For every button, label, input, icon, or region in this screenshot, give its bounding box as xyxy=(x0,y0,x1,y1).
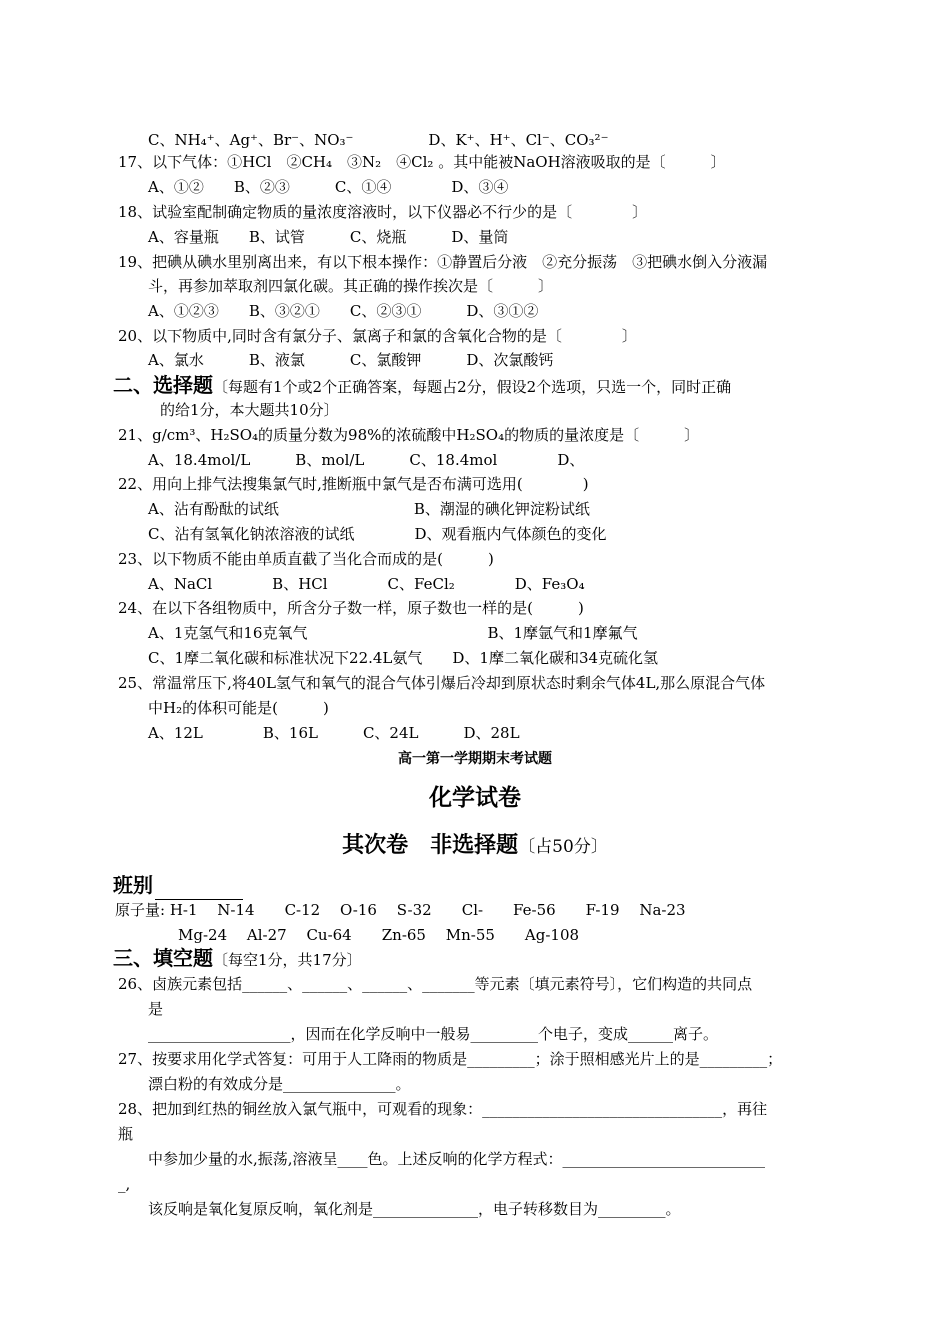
section2-title: 二、选择题 xyxy=(113,373,213,397)
q26-stem: 26、卤族元素包括______、______、______、_______等元素〔填元素符号〕，它们构造的共同点 xyxy=(118,975,753,993)
q24-options-cd: C、1摩二氧化碳和标准状况下22.4L氨气 D、1摩二氧化碳和34克硫化氢 xyxy=(148,649,659,667)
atomic-mass-line1: 原子量: H-1 N-14 C-12 O-16 S-32 Cl- Fe-56 F-19 Na-23 xyxy=(115,901,686,919)
q20-options: A、氯水 B、液氯 C、氯酸钾 D、次氯酸钙 xyxy=(148,351,554,369)
q24-stem: 24、在以下各组物质中，所含分子数一样，原子数也一样的是( ) xyxy=(118,599,584,617)
q19-options: A、①②③ B、③②① C、②③① D、③①② xyxy=(148,302,539,320)
class-field xyxy=(113,872,243,900)
q28-stem: 28、把加到红热的铜丝放入氯气瓶中，可观看的现象：________________________________，再往 xyxy=(118,1100,768,1118)
q21-stem: 21、g/cm³、H₂SO₄的质量分数为98%的浓硫酸中H₂SO₄的物质的量浓度是〔 〕 xyxy=(118,426,700,444)
q16-options-cd: C、NH₄⁺、Ag⁺、Br⁻、NO₃⁻ D、K⁺、H⁺、Cl⁻、CO₃²⁻ xyxy=(148,131,609,149)
q28-stem-end: 该反响是氧化复原反响，氧化剂是______________，电子转移数目为_________。 xyxy=(148,1200,681,1218)
volume-note: 〔占50分〕 xyxy=(518,837,608,857)
q19-stem-cont: 斗，再参加萃取剂四氯化碳。其正确的操作挨次是〔 〕 xyxy=(148,277,554,295)
q22-stem: 22、用向上排气法搜集氯气时,推断瓶中氯气是否布满可选用( ) xyxy=(118,475,589,493)
q25-stem: 25、常温常压下,将40L氢气和氧气的混合气体引爆后冷却到原状态时剩余气体4L,那么原混合气体 xyxy=(118,674,766,692)
volume-title: 其次卷 非选择题 xyxy=(342,833,519,858)
q28-stem-cont: 中参加少量的水,振荡,溶液呈____色。上述反响的化学方程式：___________________________ xyxy=(148,1150,766,1168)
section3-note: 〔每空1分，共17分〕 xyxy=(213,951,362,969)
section2-heading xyxy=(113,373,731,399)
section2-note: 〔每题有1个或2个正确答案，每题占2分，假设2个选项，只选一个，同时正确 xyxy=(213,378,732,396)
q26-stem-cont: ___________________，因而在化学反响中一般易_________个电子，变成______离子。 xyxy=(148,1025,719,1043)
class-label: 班别 xyxy=(113,873,153,897)
q17-options: A、①② B、②③ C、①④ D、③④ xyxy=(148,178,509,196)
q25-options: A、12L B、16L C、24L D、28L xyxy=(148,724,520,742)
q18-options: A、容量瓶 B、试管 C、烧瓶 D、量筒 xyxy=(148,228,509,246)
q28-stem-wrap: 瓶 xyxy=(118,1125,134,1143)
q21-options: A、18.4mol/L B、mol/L C、18.4mol D、 xyxy=(148,451,585,469)
q28-stem-wrap2: _, xyxy=(118,1175,131,1193)
volume-heading xyxy=(0,830,950,863)
q22-options-ab: A、沾有酚酞的试纸 B、潮湿的碘化钾淀粉试纸 xyxy=(148,500,590,518)
q27-stem-cont: 漂白粉的有效成分是_______________。 xyxy=(148,1075,411,1093)
q17-stem: 17、以下气体：①HCl ②CH₄ ③N₂ ④Cl₂ 。其中能被NaOH溶液吸取的是〔 〕 xyxy=(118,153,726,171)
q26-stem-wrap: 是 xyxy=(148,1000,164,1018)
q18-stem: 18、试验室配制确定物质的量浓度溶液时，以下仪器必不行少的是〔 〕 xyxy=(118,203,648,221)
q25-stem-cont: 中H₂的体积可能是( ) xyxy=(148,699,329,717)
class-blank xyxy=(155,879,243,900)
subject-title: 化学试卷 xyxy=(429,785,521,811)
exam-title: 高一第一学期期末考试题 xyxy=(398,751,552,767)
section2-note-cont: 的给1分，本大题共10分〕 xyxy=(160,401,339,419)
q20-stem: 20、以下物质中,同时含有氯分子、氯离子和氯的含氧化合物的是〔 〕 xyxy=(118,327,637,345)
q27-stem: 27、按要求用化学式答复：可用于人工降雨的物质是_________；涂于照相感光片上的是_________； xyxy=(118,1050,783,1068)
section3-heading xyxy=(113,946,362,972)
section3-title: 三、填空题 xyxy=(113,946,213,970)
q24-options-ab: A、1克氢气和16克氧气 B、1摩氩气和1摩氟气 xyxy=(148,624,638,642)
q22-options-cd: C、沾有氢氧化钠浓溶液的试纸 D、观看瓶内气体颜色的变化 xyxy=(148,525,607,543)
q23-stem: 23、以下物质不能由单质直截了当化合而成的是( ) xyxy=(118,550,494,568)
atomic-mass-line2: Mg-24 Al-27 Cu-64 Zn-65 Mn-55 Ag-108 xyxy=(178,926,580,944)
q19-stem: 19、把碘从碘水里别离出来，有以下根本操作：①静置后分液 ②充分振荡 ③把碘水倒入分液漏 xyxy=(118,253,768,271)
q23-options: A、NaCl B、HCl C、FeCl₂ D、Fe₃O₄ xyxy=(148,575,585,593)
